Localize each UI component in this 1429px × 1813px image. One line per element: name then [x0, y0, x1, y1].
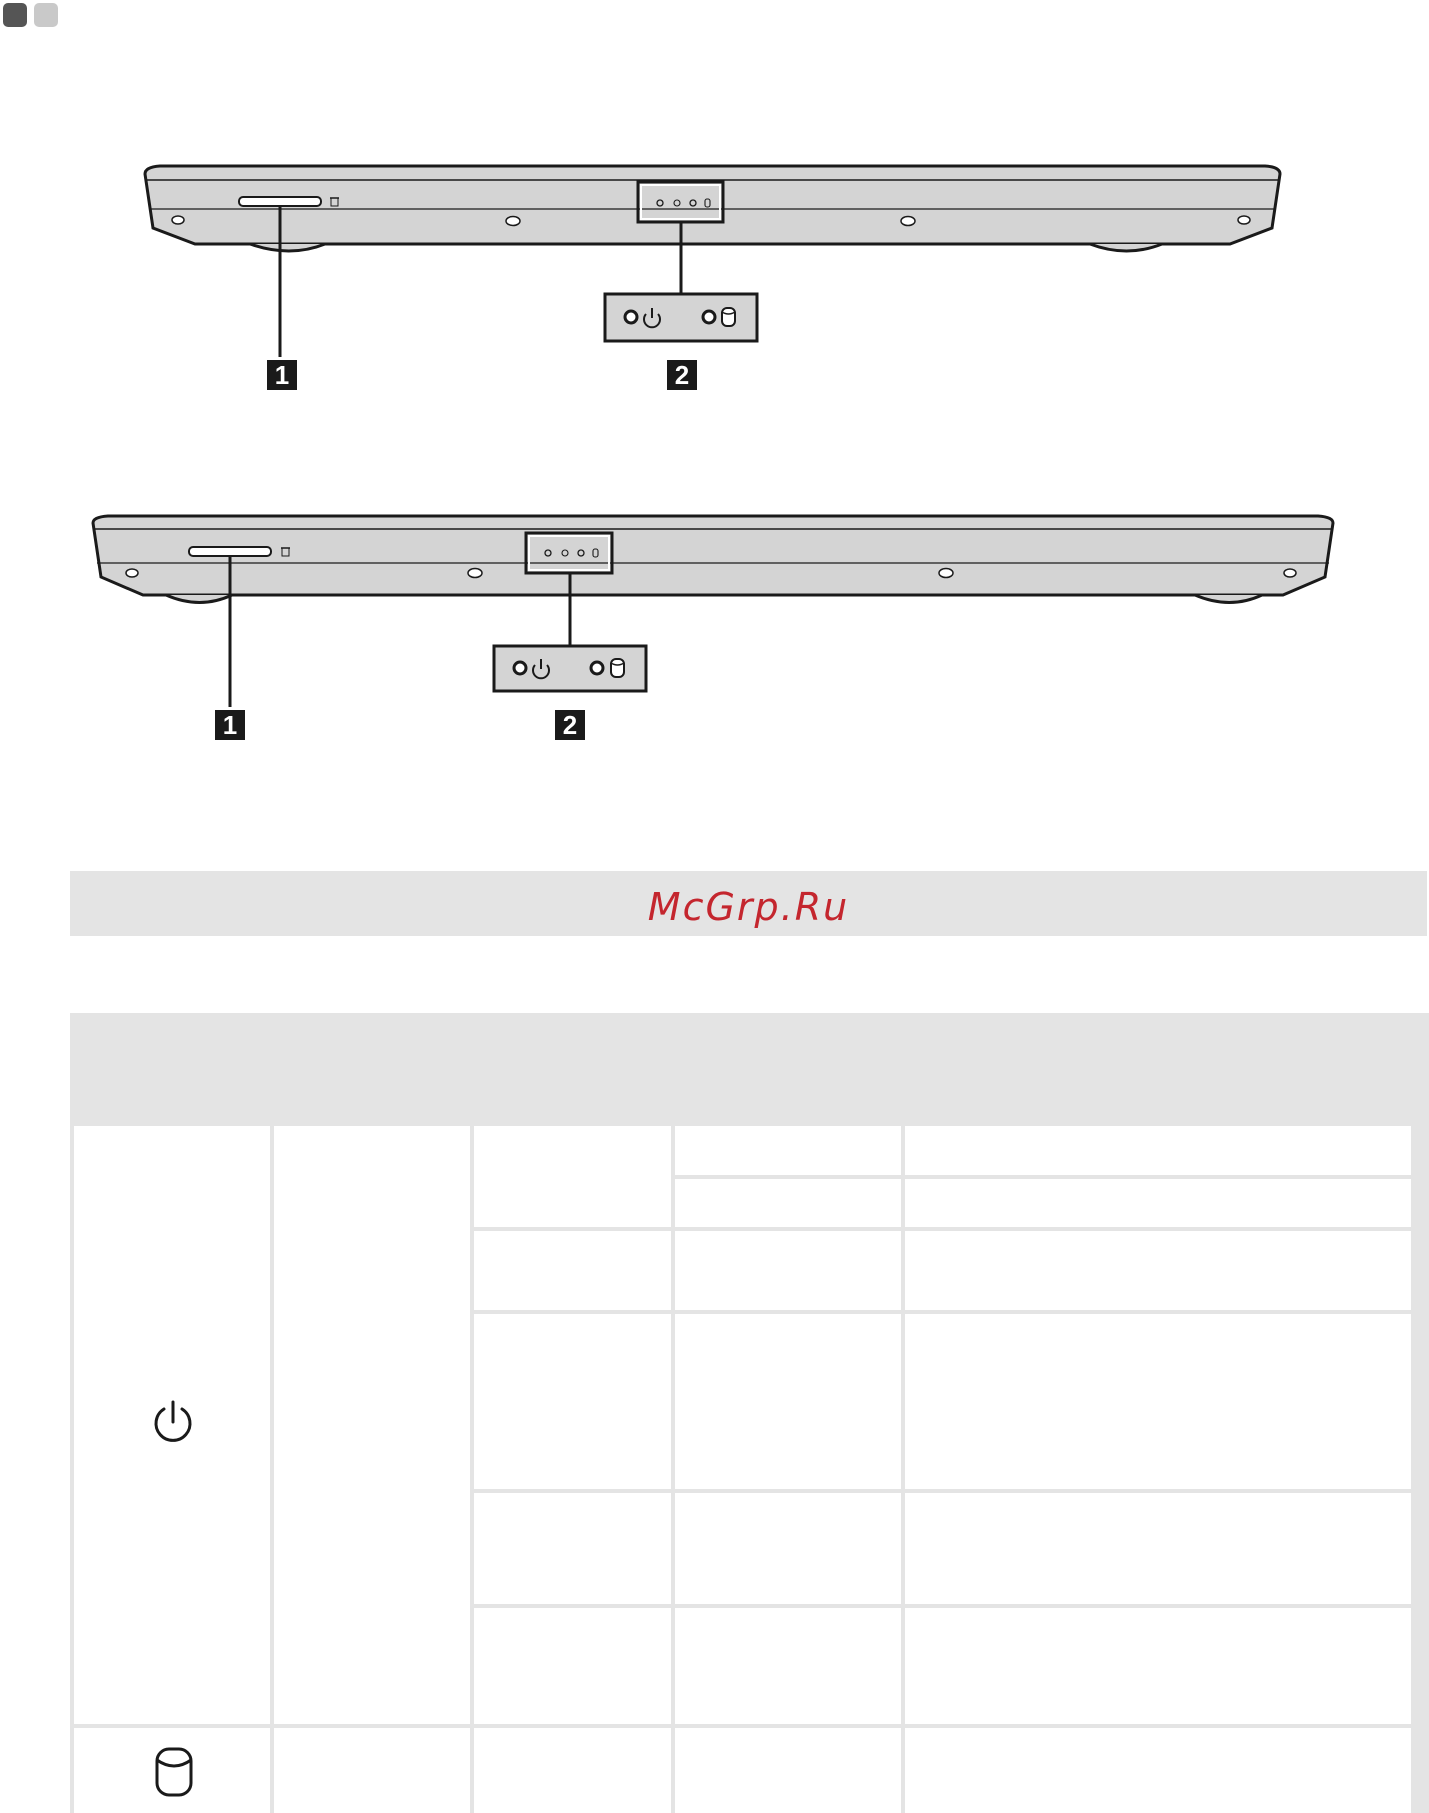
table-cell [905, 1231, 1411, 1310]
screw-hole [506, 217, 520, 226]
screw-hole [172, 216, 184, 224]
power-name-cell [274, 1126, 470, 1724]
table-cell [675, 1728, 901, 1813]
table-header [70, 1013, 1429, 1126]
table-cell [274, 1728, 470, 1813]
svg-text:2: 2 [674, 360, 690, 390]
table-cell [675, 1314, 901, 1489]
screw-hole [1284, 569, 1296, 577]
card-slot [189, 547, 271, 556]
table-cell [474, 1231, 671, 1310]
table-cell [675, 1608, 901, 1724]
front-view-diagram-a [0, 160, 1429, 420]
table-cell [474, 1314, 671, 1489]
card-slot [239, 197, 321, 206]
indicator-table [70, 1126, 1429, 1813]
svg-text:1: 1 [274, 360, 290, 390]
laptop-body [93, 516, 1333, 595]
table-cell [474, 1493, 671, 1604]
callout-1 [267, 360, 297, 390]
power-icon [152, 1400, 194, 1446]
screw-hole [901, 217, 915, 226]
svg-text:2: 2 [562, 710, 578, 740]
table-cell [905, 1608, 1411, 1724]
screw-hole [939, 569, 953, 578]
table-cell [474, 1608, 671, 1724]
laptop-front-view-b [0, 511, 1429, 771]
screw-hole [1238, 216, 1250, 224]
front-view-diagram-b [0, 511, 1429, 771]
callout-2 [555, 710, 585, 740]
right-foot [1195, 595, 1262, 603]
table-cell [675, 1179, 901, 1227]
table-cell [474, 1126, 671, 1227]
screw-hole [468, 569, 482, 578]
right-foot [1090, 244, 1162, 251]
screw-hole [126, 569, 138, 577]
callout-1 [215, 710, 245, 740]
svg-text:1: 1 [222, 710, 238, 740]
table-cell [474, 1728, 671, 1813]
hard-drive-icon [154, 1746, 194, 1798]
watermark-band [70, 871, 1427, 936]
watermark-text: McGrp.Ru [647, 885, 850, 929]
table-cell [905, 1126, 1411, 1175]
table-cell [905, 1728, 1411, 1813]
table-cell [905, 1314, 1411, 1489]
table-cell [675, 1493, 901, 1604]
table-cell [905, 1179, 1411, 1227]
left-foot [166, 595, 232, 603]
laptop-front-view-a [0, 160, 1429, 420]
chapter-tab-dark [3, 3, 27, 27]
table-cell [675, 1126, 901, 1175]
callout-2 [667, 360, 697, 390]
chapter-tab-light [34, 3, 58, 27]
table-cell [675, 1231, 901, 1310]
table-cell [905, 1493, 1411, 1604]
left-foot [250, 244, 325, 251]
